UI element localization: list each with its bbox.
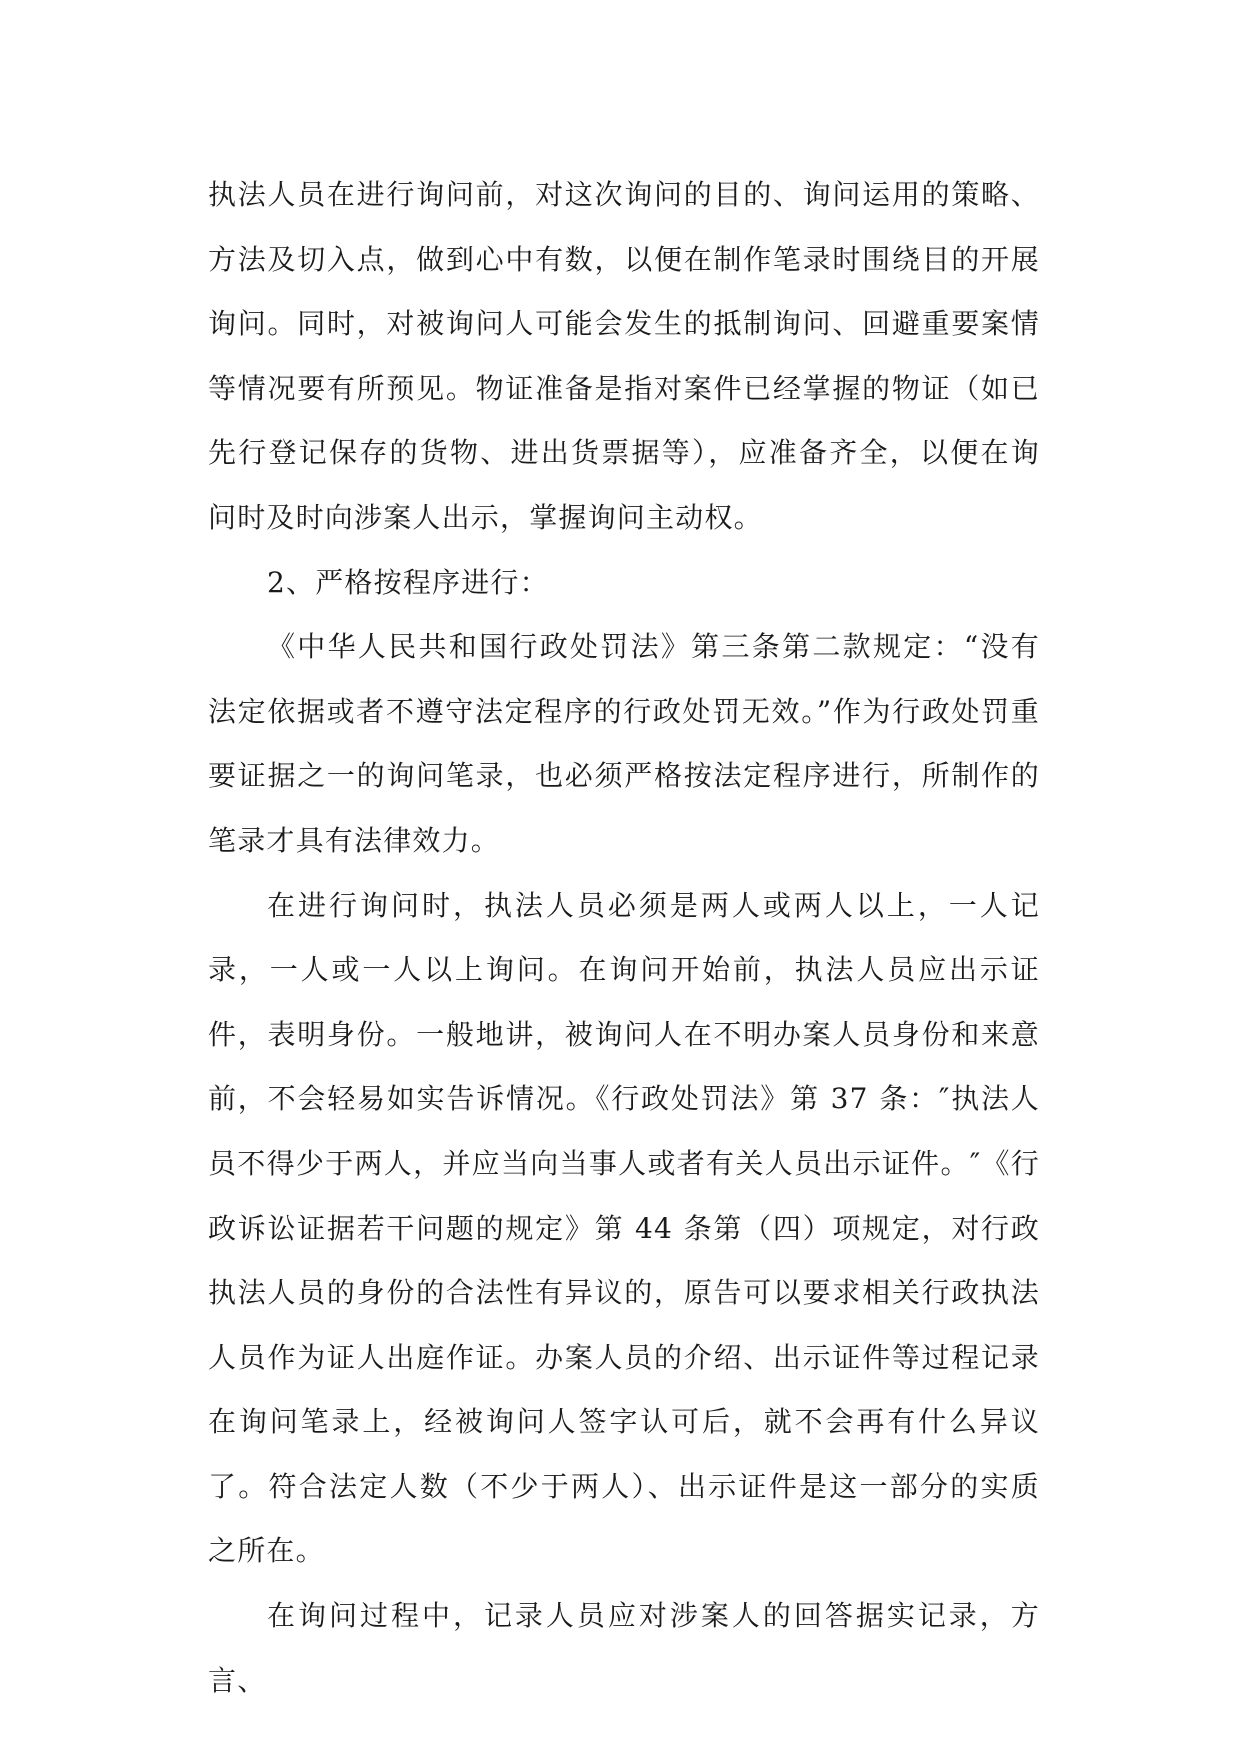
paragraph-2-heading: 2、严格按程序进行： [267, 565, 549, 599]
paragraph-5: 在询问过程中，记录人员应对涉案人的回答据实记录，方言、 [208, 1599, 1040, 1697]
document-body [208, 163, 1040, 1713]
paragraph-4: 在进行询问时，执法人员必须是两人或两人以上，一人记录，一人或一人以上询问。在询问开始前，执法人员应出示证件，表明身份。一般地讲，被询问人在不明办案人员身份和来意前，不会轻易如实告诉情况。《行政处罚法》第 37 条：″执法人员不得少于两人，并应当向当事人或者有关人员出示证件。″《行政诉讼证据若干问题的规定》第 44 条第（四）项规定，对行政执法人员的身份的合法性有异议的，原告可以要求相关行政执法人员作为证人出庭作证。办案人员的介绍、出示证件等过程记录在询问笔录上，经被询问人签字认可后，就不会再有什么异议了。符合法定人数（不少于两人）、出示证件是这一部分的实质之所在。 [208, 888, 1040, 1568]
paragraph-3: 《中华人民共和国行政处罚法》第三条第二款规定：“没有法定依据或者不遵守法定程序的行政处罚无效。”作为行政处罚重要证据之一的询问笔录，也必须严格按法定程序进行，所制作的笔录才具有法律效力。 [208, 630, 1040, 857]
paragraph-1: 执法人员在进行询问前，对这次询问的目的、询问运用的策略、方法及切入点，做到心中有数，以便在制作笔录时围绕目的开展询问。同时，对被询问人可能会发生的抵制询问、回避重要案情等情况要有所预见。物证准备是指对案件已经掌握的物证（如已先行登记保存的货物、进出货票据等），应准备齐全，以便在询问时及时向涉案人出示，掌握询问主动权。 [208, 178, 1040, 534]
